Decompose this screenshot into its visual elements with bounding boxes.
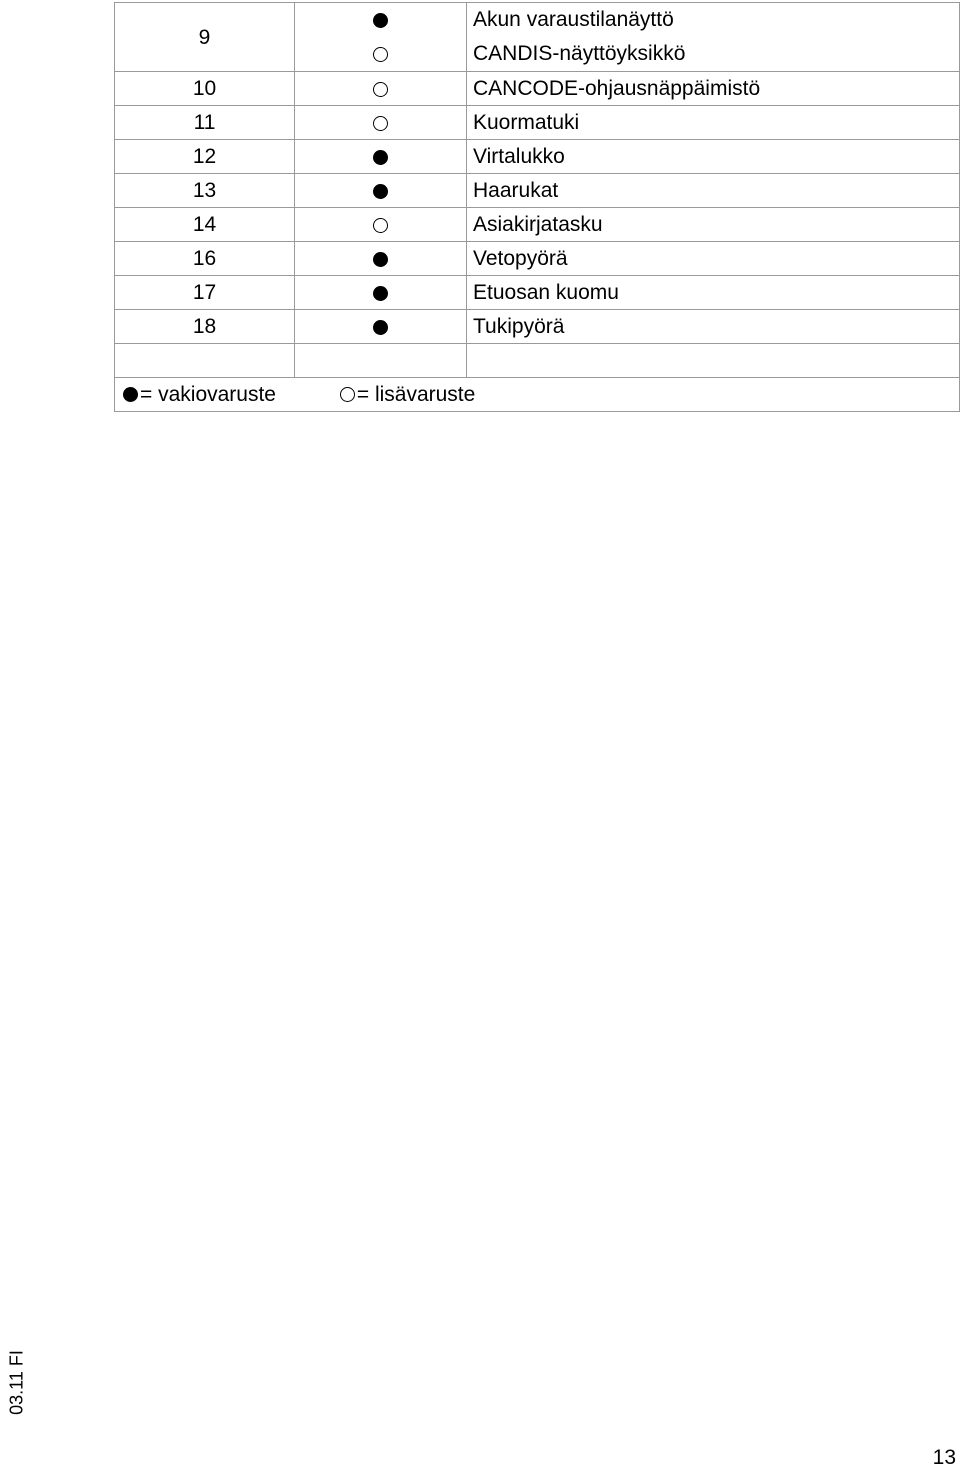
table-row [115,106,960,140]
filled-circle-icon [373,13,388,28]
legend-standard-label: = vakiovaruste [140,382,276,406]
empty-circle-icon [340,387,355,402]
row-number: 13 [115,174,295,208]
equipment-table [114,2,960,412]
table-row [115,310,960,344]
row-number: 18 [115,310,295,344]
empty-circle-icon [373,82,388,97]
table-row [115,276,960,310]
item-label: CANCODE-ohjausnäppäimistö [467,72,960,106]
row-number: 11 [115,106,295,140]
description-cell [467,3,960,72]
filled-circle-icon [123,387,138,402]
table-row [115,3,960,72]
row-number: 14 [115,208,295,242]
item-label: Haarukat [467,174,960,208]
legend-optional [340,384,475,405]
filled-circle-icon [373,150,388,165]
legend [115,378,960,412]
table-row [115,140,960,174]
empty-circle-icon [373,218,388,233]
symbol-cell [295,242,467,276]
legend-standard [123,384,276,405]
filled-circle-icon [373,286,388,301]
legend-optional-label: = lisävaruste [356,382,476,406]
row-number: 10 [115,72,295,106]
legend-row [115,378,960,412]
table-row [115,242,960,276]
symbol-cell [295,310,467,344]
empty-circle-icon [373,47,388,62]
filled-circle-icon [373,252,388,267]
symbol-cell [295,72,467,106]
table-row-empty [115,344,960,378]
item-label: Vetopyörä [467,242,960,276]
item-label: CANDIS-näyttöyksikkö [473,42,686,65]
table-row [115,208,960,242]
row-number: 9 [115,3,295,72]
filled-circle-icon [373,320,388,335]
symbol-cell [295,208,467,242]
table-row [115,174,960,208]
symbol-cell [295,3,467,72]
item-label: Kuormatuki [467,106,960,140]
empty-circle-icon [373,116,388,131]
item-label: Tukipyörä [467,310,960,344]
page-number: 13 [932,1446,956,1469]
symbol-cell [295,276,467,310]
filled-circle-icon [373,184,388,199]
table-row [115,72,960,106]
item-label: Asiakirjatasku [467,208,960,242]
item-label: Akun varaustilanäyttö [473,8,674,31]
row-number: 16 [115,242,295,276]
row-number: 17 [115,276,295,310]
item-label: Etuosan kuomu [467,276,960,310]
item-label: Virtalukko [467,140,960,174]
symbol-cell [295,140,467,174]
document-code: 03.11 FI [6,1350,27,1415]
row-number: 12 [115,140,295,174]
symbol-cell [295,174,467,208]
symbol-cell [295,106,467,140]
